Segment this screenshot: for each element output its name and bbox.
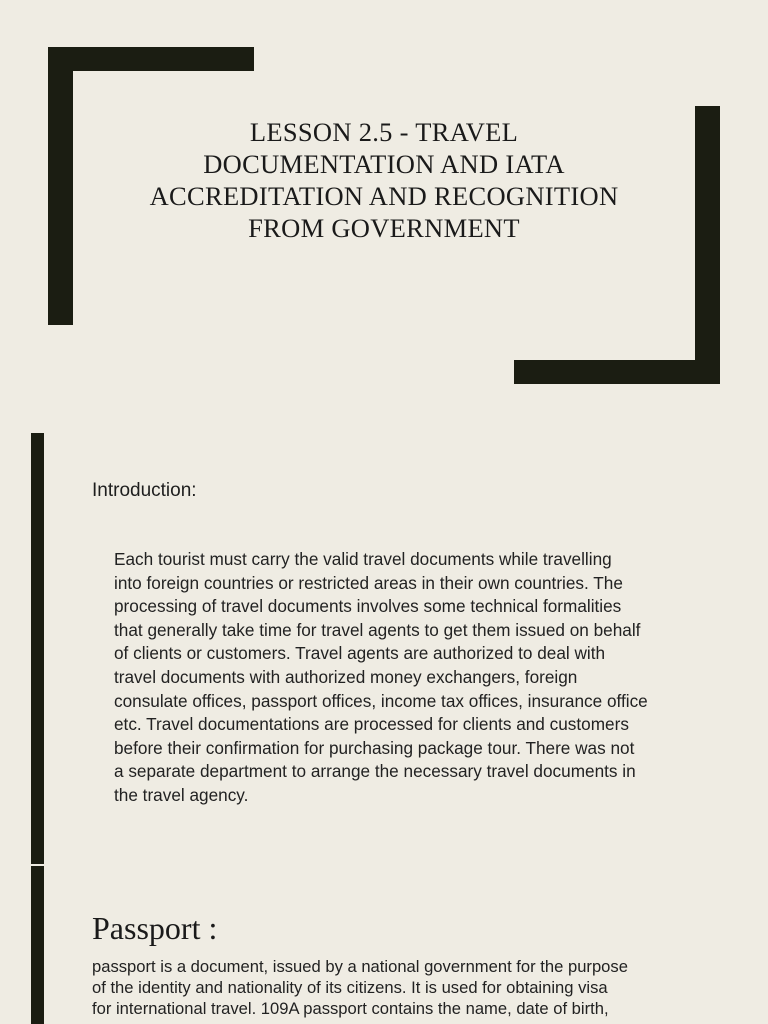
passport-paragraph [92, 956, 722, 1020]
paragraph-line: of clients or customers. Travel agents are authorized to deal with [114, 643, 606, 664]
introduction-heading: Introduction: [92, 480, 197, 501]
paragraph-line: travel documents with authorized money exchangers, foreign [114, 666, 578, 687]
passport-slide [0, 866, 768, 1024]
passport-heading: Passport : [92, 910, 218, 946]
title-slide [0, 0, 768, 432]
introduction-paragraph [114, 548, 714, 808]
paragraph-line: the travel agency. [114, 784, 249, 805]
paragraph-line: that generally take time for travel agents to get them issued on behalf [114, 619, 641, 640]
corner-frame-top-left-vertical [48, 47, 73, 325]
title-line: ACCREDITATION AND RECOGNITION [149, 181, 619, 211]
title-line: LESSON 2.5 - TRAVEL [249, 117, 519, 147]
paragraph-line: into foreign countries or restricted areas in their own countries. The [114, 572, 623, 593]
corner-frame-bottom-right-vertical [695, 106, 720, 384]
paragraph-line: processing of travel documents involves some technical formalities [114, 596, 622, 617]
paragraph-line: Each tourist must carry the valid travel documents while travelling [114, 549, 612, 569]
corner-frame-top-left-horizontal [48, 47, 254, 71]
paragraph-line: for international travel. 109A passport contains the name, date of birth, [92, 999, 609, 1019]
lesson-title [100, 116, 668, 244]
left-accent-bar [31, 433, 44, 864]
introduction-slide [0, 432, 768, 864]
paragraph-line: consulate offices, passport offices, income tax offices, insurance office [114, 690, 648, 711]
left-accent-bar [31, 866, 44, 1024]
title-line: DOCUMENTATION AND IATA [203, 149, 565, 179]
corner-frame-bottom-right-horizontal [514, 360, 720, 384]
paragraph-line: passport is a document, issued by a national government for the purpose [92, 957, 628, 976]
paragraph-line: etc. Travel documentations are processed for clients and customers [114, 714, 629, 735]
title-line: FROM GOVERNMENT [248, 213, 520, 243]
paragraph-line: before their confirmation for purchasing package tour. There was not [114, 737, 635, 758]
paragraph-line: a separate department to arrange the necessary travel documents in [114, 761, 636, 782]
paragraph-line: of the identity and nationality of its citizens. It is used for obtaining visa [92, 978, 608, 998]
